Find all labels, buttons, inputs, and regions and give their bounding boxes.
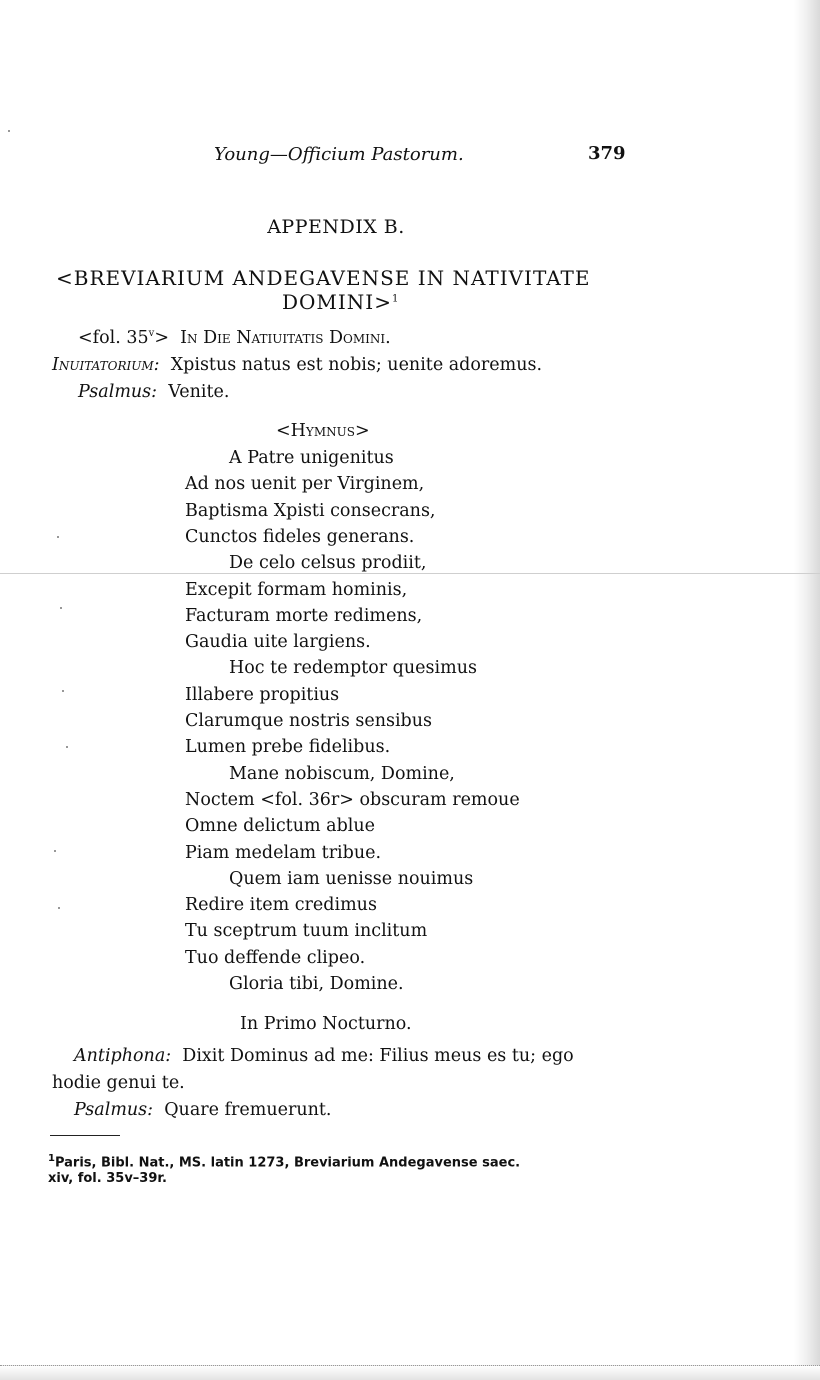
scan-speck: [66, 746, 68, 748]
scan-speck: [58, 907, 60, 909]
hymn-verse: Omne delictum ablue: [185, 816, 376, 837]
nocturn-heading: In Primo Nocturno.: [240, 1014, 412, 1034]
psalmus-line-1: [78, 382, 229, 402]
hymn-verse: Noctem <fol. 36r> obscuram remoue: [185, 789, 520, 810]
inuitatorium-label: Inuitatorium:: [52, 355, 160, 375]
hymn-verse: Illabere propitius: [185, 684, 340, 705]
hymnus-heading: <Hymnus>: [276, 421, 370, 441]
footnote-ref-marker: 1: [391, 293, 400, 305]
hymn-verse: Gaudia uite largiens.: [185, 632, 371, 653]
hymn-verse: Piam medelam tribue.: [185, 842, 382, 863]
antiphona-label: Antiphona:: [74, 1046, 172, 1066]
hymn-verse: Facturam morte redimens,: [185, 605, 423, 626]
folio-ref: <fol. 35: [78, 328, 149, 348]
scan-speck: [57, 536, 59, 538]
psalmus-text-2: Quare fremuerunt.: [164, 1100, 332, 1120]
hymn-verse: De celo celsus prodiit,: [229, 553, 427, 574]
antiphona-line: [74, 1046, 574, 1066]
hymn-verse: Hoc te redemptor quesimus: [229, 658, 477, 679]
hymn-verse: Clarumque nostris sensibus: [185, 711, 433, 731]
footnote-rule: [50, 1135, 120, 1136]
psalmus-label: Psalmus:: [78, 382, 158, 402]
footnote-line-1: [48, 1153, 520, 1170]
psalmus-text: Venite.: [168, 382, 230, 402]
antiphona-text-1: Dixit Dominus ad me: Filius meus es tu; ego: [182, 1046, 574, 1066]
folio-line: [78, 328, 391, 348]
hymn-verse: A Patre unigenitus: [229, 448, 394, 468]
feast-caption: In Die Natiuitatis Domini.: [180, 328, 391, 348]
section-title-text: DOMINI>: [282, 290, 392, 314]
page-number: 379: [588, 143, 626, 164]
running-head: Young—Officium Pastorum.: [214, 144, 464, 165]
hymn-verse: Quem iam uenisse nouimus: [229, 868, 474, 889]
hymn-verse: Tuo deffende clipeo.: [185, 947, 366, 968]
scan-speck: [54, 850, 56, 852]
page-bottom-edge: [0, 1365, 820, 1380]
footnote-text-1: Paris, Bibl. Nat., MS. latin 1273, Breviarium Andegavense saec.: [54, 1155, 521, 1171]
scan-speck: [60, 607, 62, 609]
hymn-verse: Excepit formam hominis,: [185, 579, 408, 600]
page-edge-shadow: [794, 0, 820, 1380]
footnote-marker: 1: [48, 1153, 55, 1164]
folio-ref-close: >: [154, 328, 169, 348]
inuitatorium-line: [52, 355, 542, 375]
footnote-line-2: xiv, fol. 35v–39r.: [48, 1171, 167, 1186]
hymn-verse: Redire item credimus: [185, 895, 377, 916]
hymn-verse: Mane nobiscum, Domine,: [229, 763, 455, 784]
folio-ref-side: v: [148, 328, 155, 340]
hymn-verse: Ad nos uenit per Virginem,: [185, 474, 425, 495]
appendix-label: APPENDIX B.: [267, 216, 405, 238]
hymn-verse: Tu sceptrum tuum inclitum: [185, 921, 428, 942]
hymn-verse: Cunctos fideles generans.: [185, 526, 415, 547]
hymn-verse: Gloria tibi, Domine.: [229, 974, 404, 994]
antiphona-continuation: hodie genui te.: [52, 1073, 185, 1093]
psalmus-label-2: Psalmus:: [74, 1100, 154, 1120]
inuitatorium-text: Xpistus natus est nobis; uenite adoremus.: [170, 355, 543, 375]
section-title-line-2: [282, 290, 399, 314]
section-title-line-1: <BREVIARIUM ANDEGAVENSE IN NATIVITATE: [56, 266, 591, 290]
hymn-verse: Baptisma Xpisti consecrans,: [185, 500, 436, 521]
psalmus-line-2: [74, 1100, 331, 1120]
scan-speck: [62, 690, 64, 692]
scan-speck: [8, 130, 10, 132]
hymn-verse: Lumen prebe fidelibus.: [185, 737, 391, 758]
